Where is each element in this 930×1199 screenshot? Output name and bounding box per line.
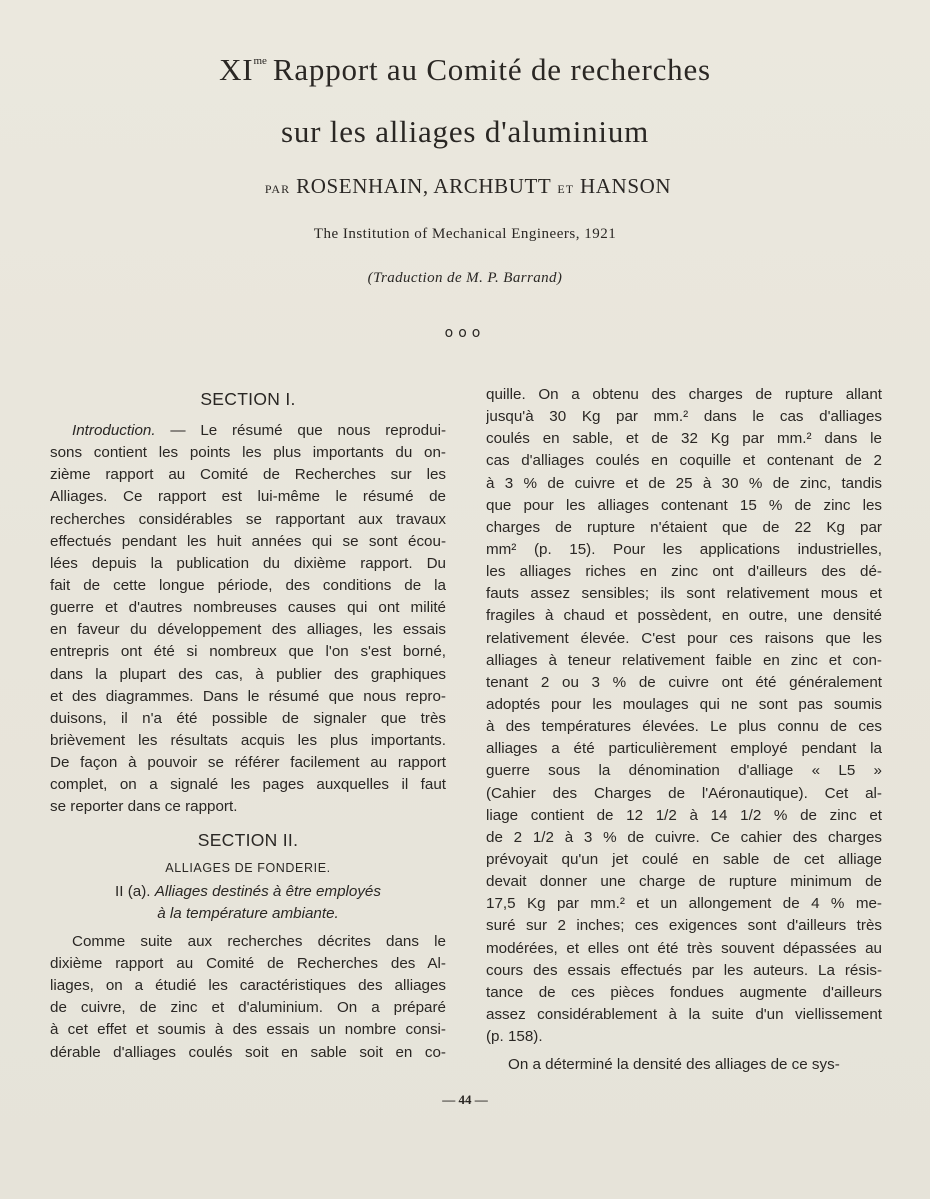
sub-a-title-cont: à la température ambiante.: [157, 904, 339, 922]
right-line: tance de ces pièces fondues augmente d'ailleurs: [486, 983, 882, 1001]
para-line: liages, on a étudié les caractéristiques des alliages: [50, 977, 446, 995]
sub-a-title: Alliages destinés à être employés: [154, 882, 381, 900]
right-line: suré sur 2 inches; ces exigences sont d'ailleurs très: [486, 917, 882, 935]
title-line-1: [0, 52, 930, 88]
intro-line: se reporter dans ce rapport.: [50, 798, 238, 816]
et-word: ET: [557, 182, 575, 196]
right-line: à 3 % de cuivre et de 25 à 30 % de zinc, tandis: [486, 474, 882, 492]
para-line: dixième rapport au Comité de Recherches des Al-: [50, 954, 446, 972]
left-column: [50, 384, 446, 1064]
intro-line: dans la plupart des cas, à publier des graphiques: [50, 665, 446, 683]
intro-line: brièvement les résultats acquis les plus importants.: [50, 731, 446, 749]
intro-line: en faveur du développement des alliages, les essais: [50, 621, 446, 639]
right-line: modérées, et elles ont été très souvent dépassées au: [486, 939, 882, 957]
para-line: à cet effet et soumis à des essais un nombre consi-: [50, 1021, 446, 1039]
right-line: cas d'alliages coulés en coquille et contenant de 2: [486, 452, 882, 470]
right-line: (p. 158).: [486, 1028, 543, 1046]
intro-line: recherches considérables se rapportant aux travaux: [50, 510, 446, 528]
right-line: de 2 1/2 à 3 % de cuivre. Ce cahier des charges: [486, 828, 882, 846]
intro-line: et des diagrammes. Dans le résumé que nous repro-: [50, 687, 446, 705]
right-line: liage contient de 12 1/2 à 14 1/2 % de zinc et: [486, 806, 882, 824]
right-line: cours des essais effectués par les auteurs. La résis-: [486, 961, 882, 979]
intro-line: guerre et d'autres nombreuses causes qui ont milité: [50, 599, 446, 617]
title-text-1: Rapport au Comité de recherches: [272, 52, 711, 87]
right-line: (Cahier des Charges de l'Aéronautique). Cet al-: [486, 784, 882, 802]
page-number: — 44 —: [442, 1092, 488, 1107]
ornament-divider: ooo: [444, 325, 486, 341]
title-line-2: sur les alliages d'aluminium: [280, 114, 650, 149]
right-line: guerre sous la dénomination d'alliage « L5 »: [486, 762, 882, 780]
right-line: charges de rupture n'étaient que de 22 Kg par: [486, 518, 882, 536]
right-line: adoptés pour les moulages qui ne sont pas soumis: [486, 695, 882, 713]
right-line: fauts assez sensibles; ils sont relativement mous et: [486, 585, 882, 603]
intro-first-line: [50, 420, 446, 442]
par-word: PAR: [264, 182, 291, 196]
right-line: alliages à teneur relativement faible en zinc et con-: [486, 651, 882, 669]
right-column: [486, 384, 882, 1076]
right-line: fragiles à chaud et possèdent, en outre, une densité: [486, 607, 882, 625]
intro-line: — Le résumé que nous reprodui-: [155, 422, 446, 439]
right-line: relativement élevée. C'est pour ces raisons que les: [486, 629, 882, 647]
intro-line: entrepris ont été si nombreux que l'on s'est borné,: [50, 643, 446, 661]
intro-line: complet, on a signalé les pages auxquelles il faut: [50, 776, 446, 794]
foundry-subheading: ALLIAGES DE FONDERIE.: [165, 860, 331, 875]
intro-line: Alliages. Ce rapport est lui-même le résumé de: [50, 488, 446, 506]
right-line: mm² (p. 15). Pour les applications industrielles,: [486, 540, 882, 558]
right-line: que pour les alliages contenant 15 % de zinc les: [486, 496, 882, 514]
title-numeral: XI: [219, 52, 254, 87]
intro-line: sons contient les points les plus importants du on-: [50, 444, 446, 462]
intro-line: duisons, il n'a été possible de signaler que très: [50, 709, 446, 727]
right-line: tenant 2 ou 3 % de cuivre ont été généralement: [486, 673, 882, 691]
right-line: coulés en sable, et de 32 Kg par mm.² dans le: [486, 430, 882, 448]
title-superscript: me: [253, 55, 267, 67]
translation-credit: (Traduction de M. P. Barrand): [367, 270, 563, 286]
right-line: les alliages riches en zinc ont d'ailleurs des dé-: [486, 563, 882, 581]
intro-line: effectués pendant les huit années qui se sont écou-: [50, 532, 446, 550]
section-1-heading: SECTION I.: [200, 389, 296, 409]
section-2-heading: SECTION II.: [197, 829, 299, 850]
sub-a-number: II (a).: [115, 882, 151, 900]
para-line: Comme suite aux recherches décrites dans le: [72, 932, 446, 950]
right-line: jusqu'à 30 Kg par mm.² dans le cas d'alliages: [486, 408, 882, 426]
right-line: alliages a été particulièrement employé pendant la: [486, 740, 882, 758]
intro-label: Introduction.: [72, 422, 156, 439]
right-line: quille. On a obtenu des charges de rupture allant: [486, 386, 882, 403]
institution-line: The Institution of Mechanical Engineers, 1921: [313, 226, 617, 242]
right-line: prévoyait qu'un jet coulé en sable de cet alliage: [486, 850, 882, 868]
right-last-para: On a déterminé la densité des alliages de ce sys-: [508, 1056, 840, 1074]
authors-main: ROSENHAIN, ARCHBUTT: [296, 174, 552, 198]
right-line: 17,5 Kg par mm.² et un allongement de 4 % me-: [486, 895, 882, 913]
authors-last: HANSON: [580, 174, 672, 198]
intro-line: lées depuis la publication du dixième rapport. Du: [50, 554, 446, 572]
sub-a-heading: [50, 881, 446, 903]
para-line: dérable d'alliages coulés soit en sable soit en co-: [50, 1043, 446, 1061]
right-line: devait donner une charge de rupture minimum de: [486, 873, 882, 891]
intro-line: De façon à pouvoir se référer facilement au rapport: [50, 754, 446, 772]
intro-line: fait de cette longue période, des conditions de la: [50, 576, 446, 594]
right-line: à des températures élevées. Le plus connu de ces: [486, 718, 882, 736]
right-line: assez considérablement à la suite d'un viellissement: [486, 1005, 882, 1023]
intro-line: zième rapport au Comité de Recherches sur les: [50, 466, 446, 484]
authors-line: [0, 174, 930, 199]
para-line: de cuivre, de zinc et d'aluminium. On a préparé: [50, 999, 446, 1017]
